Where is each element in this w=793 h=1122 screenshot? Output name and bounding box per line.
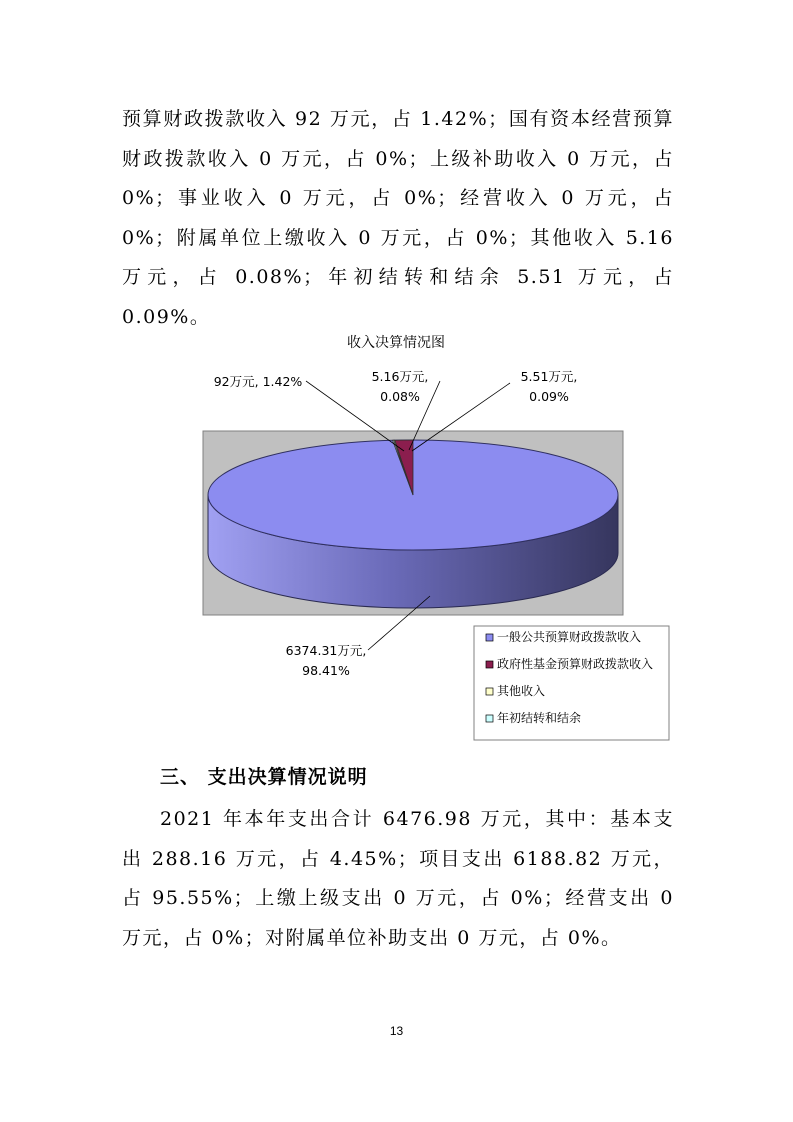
data-label-carryover-value: 5.51万元, (520, 369, 578, 384)
legend-label-general-budget: 一般公共预算财政拨款收入 (497, 630, 642, 644)
data-label-carryover-percent: 0.09% (529, 389, 569, 404)
legend-swatch-general-budget (486, 634, 493, 641)
pie-slices (208, 440, 618, 608)
legend-label-other-income: 其他收入 (497, 684, 546, 698)
section-heading: 三、 支出决算情况说明 (160, 766, 368, 788)
data-label-government-fund-value: 92万元, 1.42% (213, 374, 303, 389)
data-label-other-income-value: 5.16万元, (371, 369, 429, 384)
legend-swatch-government-fund (486, 661, 493, 668)
income-paragraph: 预算财政拨款收入 92 万元，占 1.42%；国有资本经营预算财政拨款收入 0 万元，占 0%；上级补助收入 0 万元，占 0%；事业收入 0 万元，占 0%；经营收入 0 万元，占 0%；附属单位上缴收入 0 万元，占 0%；其他收入 5.16 万元，占 0.08%；年初结转和结余 5.51 万元，占 0.09%。 (122, 108, 674, 328)
page-number: 13 (389, 1024, 404, 1038)
data-label-general-budget-value: 6374.31万元, (285, 643, 367, 658)
legend-swatch-carryover (486, 715, 493, 722)
legend-swatch-other-income (486, 688, 493, 695)
chart-title: 收入决算情况图 (347, 335, 445, 351)
data-label-other-income-percent: 0.08% (380, 389, 420, 404)
data-label-general-budget-percent: 98.41% (302, 663, 350, 678)
expenditure-paragraph: 2021 年本年支出合计 6476.98 万元，其中：基本支出 288.16 万元，占 4.45%；项目支出 6188.82 万元，占 95.55%；上缴上级支出 0 万元，占 0%；经营支出 0 万元，占 0%；对附属单位补助支出 0 万元，占 0%。 (122, 808, 674, 949)
legend-label-government-fund: 政府性基金预算财政拨款收入 (497, 657, 654, 671)
legend-label-carryover: 年初结转和结余 (497, 711, 582, 725)
chart-legend (474, 626, 669, 740)
